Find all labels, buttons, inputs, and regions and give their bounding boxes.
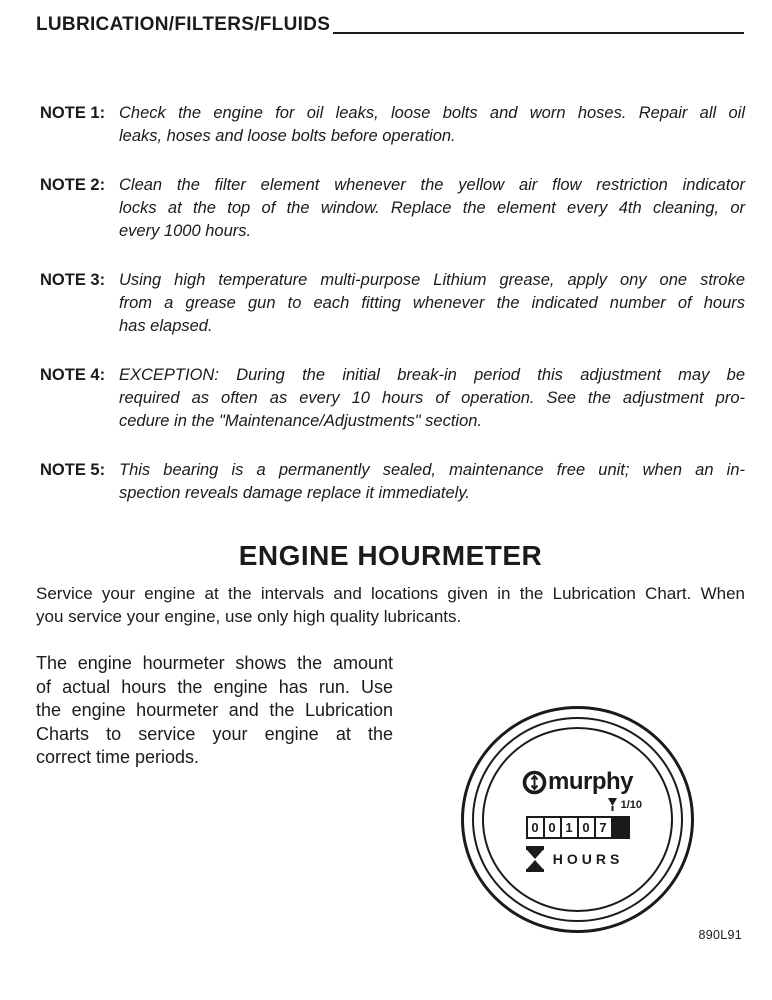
note-line: has elapsed. — [119, 317, 213, 335]
page-title: LUBRICATION/FILTERS/FLUIDS — [36, 14, 331, 35]
tenths-label: 1/10 — [620, 798, 642, 811]
note-label: NOTE 3: — [40, 271, 106, 289]
body-line: the engine hourmeter and the Lubrication — [36, 700, 393, 720]
note-line: Using high temperature multi-purpose Lithium grease, apply ony one stroke — [119, 271, 745, 289]
intro-line: you service your engine, use only high quality lubricants. — [36, 607, 462, 626]
note-line: cedure in the "Maintenance/Adjustments" section. — [119, 412, 482, 430]
section-title: ENGINE HOURMETER — [238, 540, 543, 571]
hourmeter-gauge — [461, 706, 694, 933]
murphy-logo-icon — [522, 770, 547, 795]
counter-digit: 0 — [543, 816, 562, 839]
note-line: locks at the top of the window. Replace the element every 4th cleaning, or — [119, 199, 745, 217]
counter-digit: 0 — [577, 816, 596, 839]
note-line: EXCEPTION: During the initial break-in period this adjustment may be — [119, 366, 745, 384]
note-text — [119, 102, 745, 148]
hours-label: HOURS — [552, 851, 624, 867]
body-line: of actual hours the engine has run. Use — [36, 676, 393, 697]
note-item-2 — [40, 174, 745, 243]
counter-tenths-wheel — [611, 816, 630, 839]
note-label: NOTE 5: — [40, 461, 106, 479]
brand-row — [522, 768, 633, 796]
gauge-face — [461, 706, 694, 933]
note-label: NOTE 2: — [40, 176, 106, 194]
section-body — [36, 652, 393, 770]
note-line: Clean the filter element whenever the yellow air flow restriction indicator — [119, 176, 745, 194]
note-text — [119, 459, 745, 505]
intro-line: Service your engine at the intervals and locations given in the Lubrication Chart. When — [36, 584, 745, 603]
counter-digit: 7 — [594, 816, 613, 839]
header-underline — [333, 32, 744, 34]
tenths-pointer-icon — [607, 797, 618, 812]
section-intro — [36, 582, 745, 628]
note-line: from a grease gun to each fitting whenever the indicated number of hours — [119, 294, 745, 312]
note-item-4 — [40, 364, 745, 433]
note-line: required as often as every 10 hours of operation. See the adjustment pro- — [119, 389, 745, 407]
brand-name: murphy — [547, 768, 633, 795]
body-line: correct time periods. — [36, 747, 200, 767]
note-line: leaks, hoses and loose bolts before operation. — [119, 127, 456, 145]
note-label: NOTE 1: — [40, 104, 106, 122]
note-line: Check the engine for oil leaks, loose bolts and worn hoses. Repair all oil — [119, 104, 745, 122]
counter-digit: 0 — [526, 816, 545, 839]
hours-row — [526, 846, 624, 872]
counter-digit: 1 — [560, 816, 579, 839]
note-line: every 1000 hours. — [119, 222, 252, 240]
note-item-1 — [40, 102, 745, 148]
hourglass-icon — [526, 846, 544, 872]
note-line: spection reveals damage replace it immediately. — [119, 484, 470, 502]
body-line: The engine hourmeter shows the amount — [36, 653, 393, 673]
note-item-3 — [40, 269, 745, 338]
tenths-indicator — [607, 797, 642, 812]
note-text — [119, 269, 745, 338]
note-item-5 — [40, 459, 745, 505]
note-text — [119, 174, 745, 243]
note-label: NOTE 4: — [40, 366, 106, 384]
note-line: This bearing is a permanently sealed, maintenance free unit; when an in- — [119, 461, 745, 479]
hour-counter — [526, 816, 630, 839]
body-line: Charts to service your engine at the — [36, 723, 393, 744]
notes-list — [40, 102, 745, 531]
page-header — [36, 14, 744, 36]
note-text — [119, 364, 745, 433]
figure-code: 890L91 — [698, 928, 742, 942]
